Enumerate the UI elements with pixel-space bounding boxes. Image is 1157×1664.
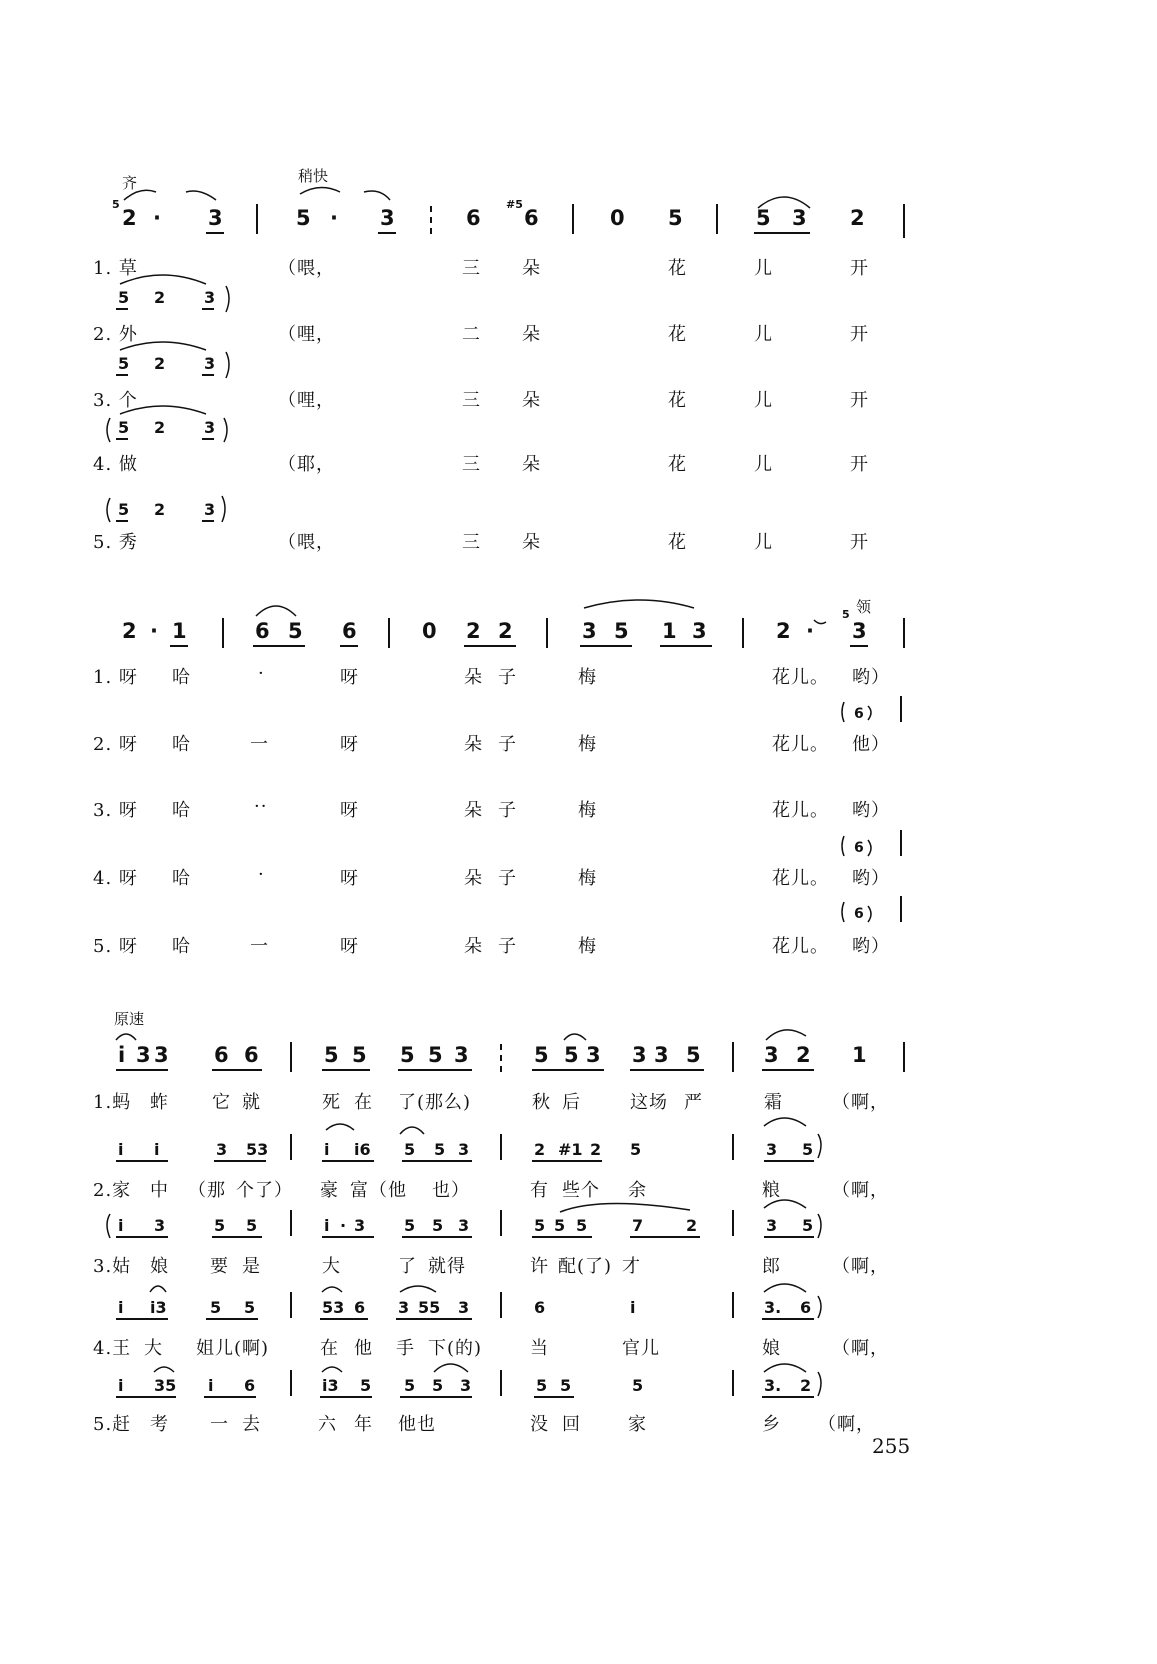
dot: ·	[330, 206, 338, 230]
note: 2	[122, 206, 137, 230]
tempo-mark-qi: 齐	[122, 174, 138, 192]
note: 3	[582, 619, 597, 643]
note: 5	[756, 206, 771, 230]
note: 3	[208, 206, 223, 230]
note: 1	[662, 619, 677, 643]
alt-note: 6	[854, 840, 864, 856]
grace-note: 5	[842, 608, 850, 621]
note: 5	[288, 619, 303, 643]
alt-note: 6	[854, 906, 864, 922]
note: 0	[610, 206, 625, 230]
tempo-mark-yuansu: 原速	[114, 1010, 145, 1028]
note: 3	[380, 206, 395, 230]
note: 6	[255, 619, 270, 643]
grace-note: 5	[112, 198, 120, 211]
page-number: 255	[872, 1434, 911, 1458]
dot: ·	[806, 619, 814, 643]
note: 5	[668, 206, 683, 230]
dot: ·	[150, 619, 158, 643]
note: 6	[466, 206, 481, 230]
note: 3	[692, 619, 707, 643]
note: 5	[296, 206, 311, 230]
note: 2	[498, 619, 513, 643]
note: 6	[342, 619, 357, 643]
alt-note: 6	[854, 706, 864, 722]
note: 6	[524, 206, 539, 230]
note: 2	[776, 619, 791, 643]
note: 3	[792, 206, 807, 230]
note: 3	[852, 619, 867, 643]
dot: ·	[153, 206, 161, 230]
note: 2	[466, 619, 481, 643]
note: 2	[122, 619, 137, 643]
mark-ling: 领	[856, 598, 872, 616]
note: 1	[172, 619, 187, 643]
tempo-mark-shaokuai: 稍快	[298, 167, 329, 185]
grace-note: #5	[506, 198, 523, 211]
note: 0	[422, 619, 437, 643]
note: 2	[850, 206, 865, 230]
note: 5	[614, 619, 629, 643]
